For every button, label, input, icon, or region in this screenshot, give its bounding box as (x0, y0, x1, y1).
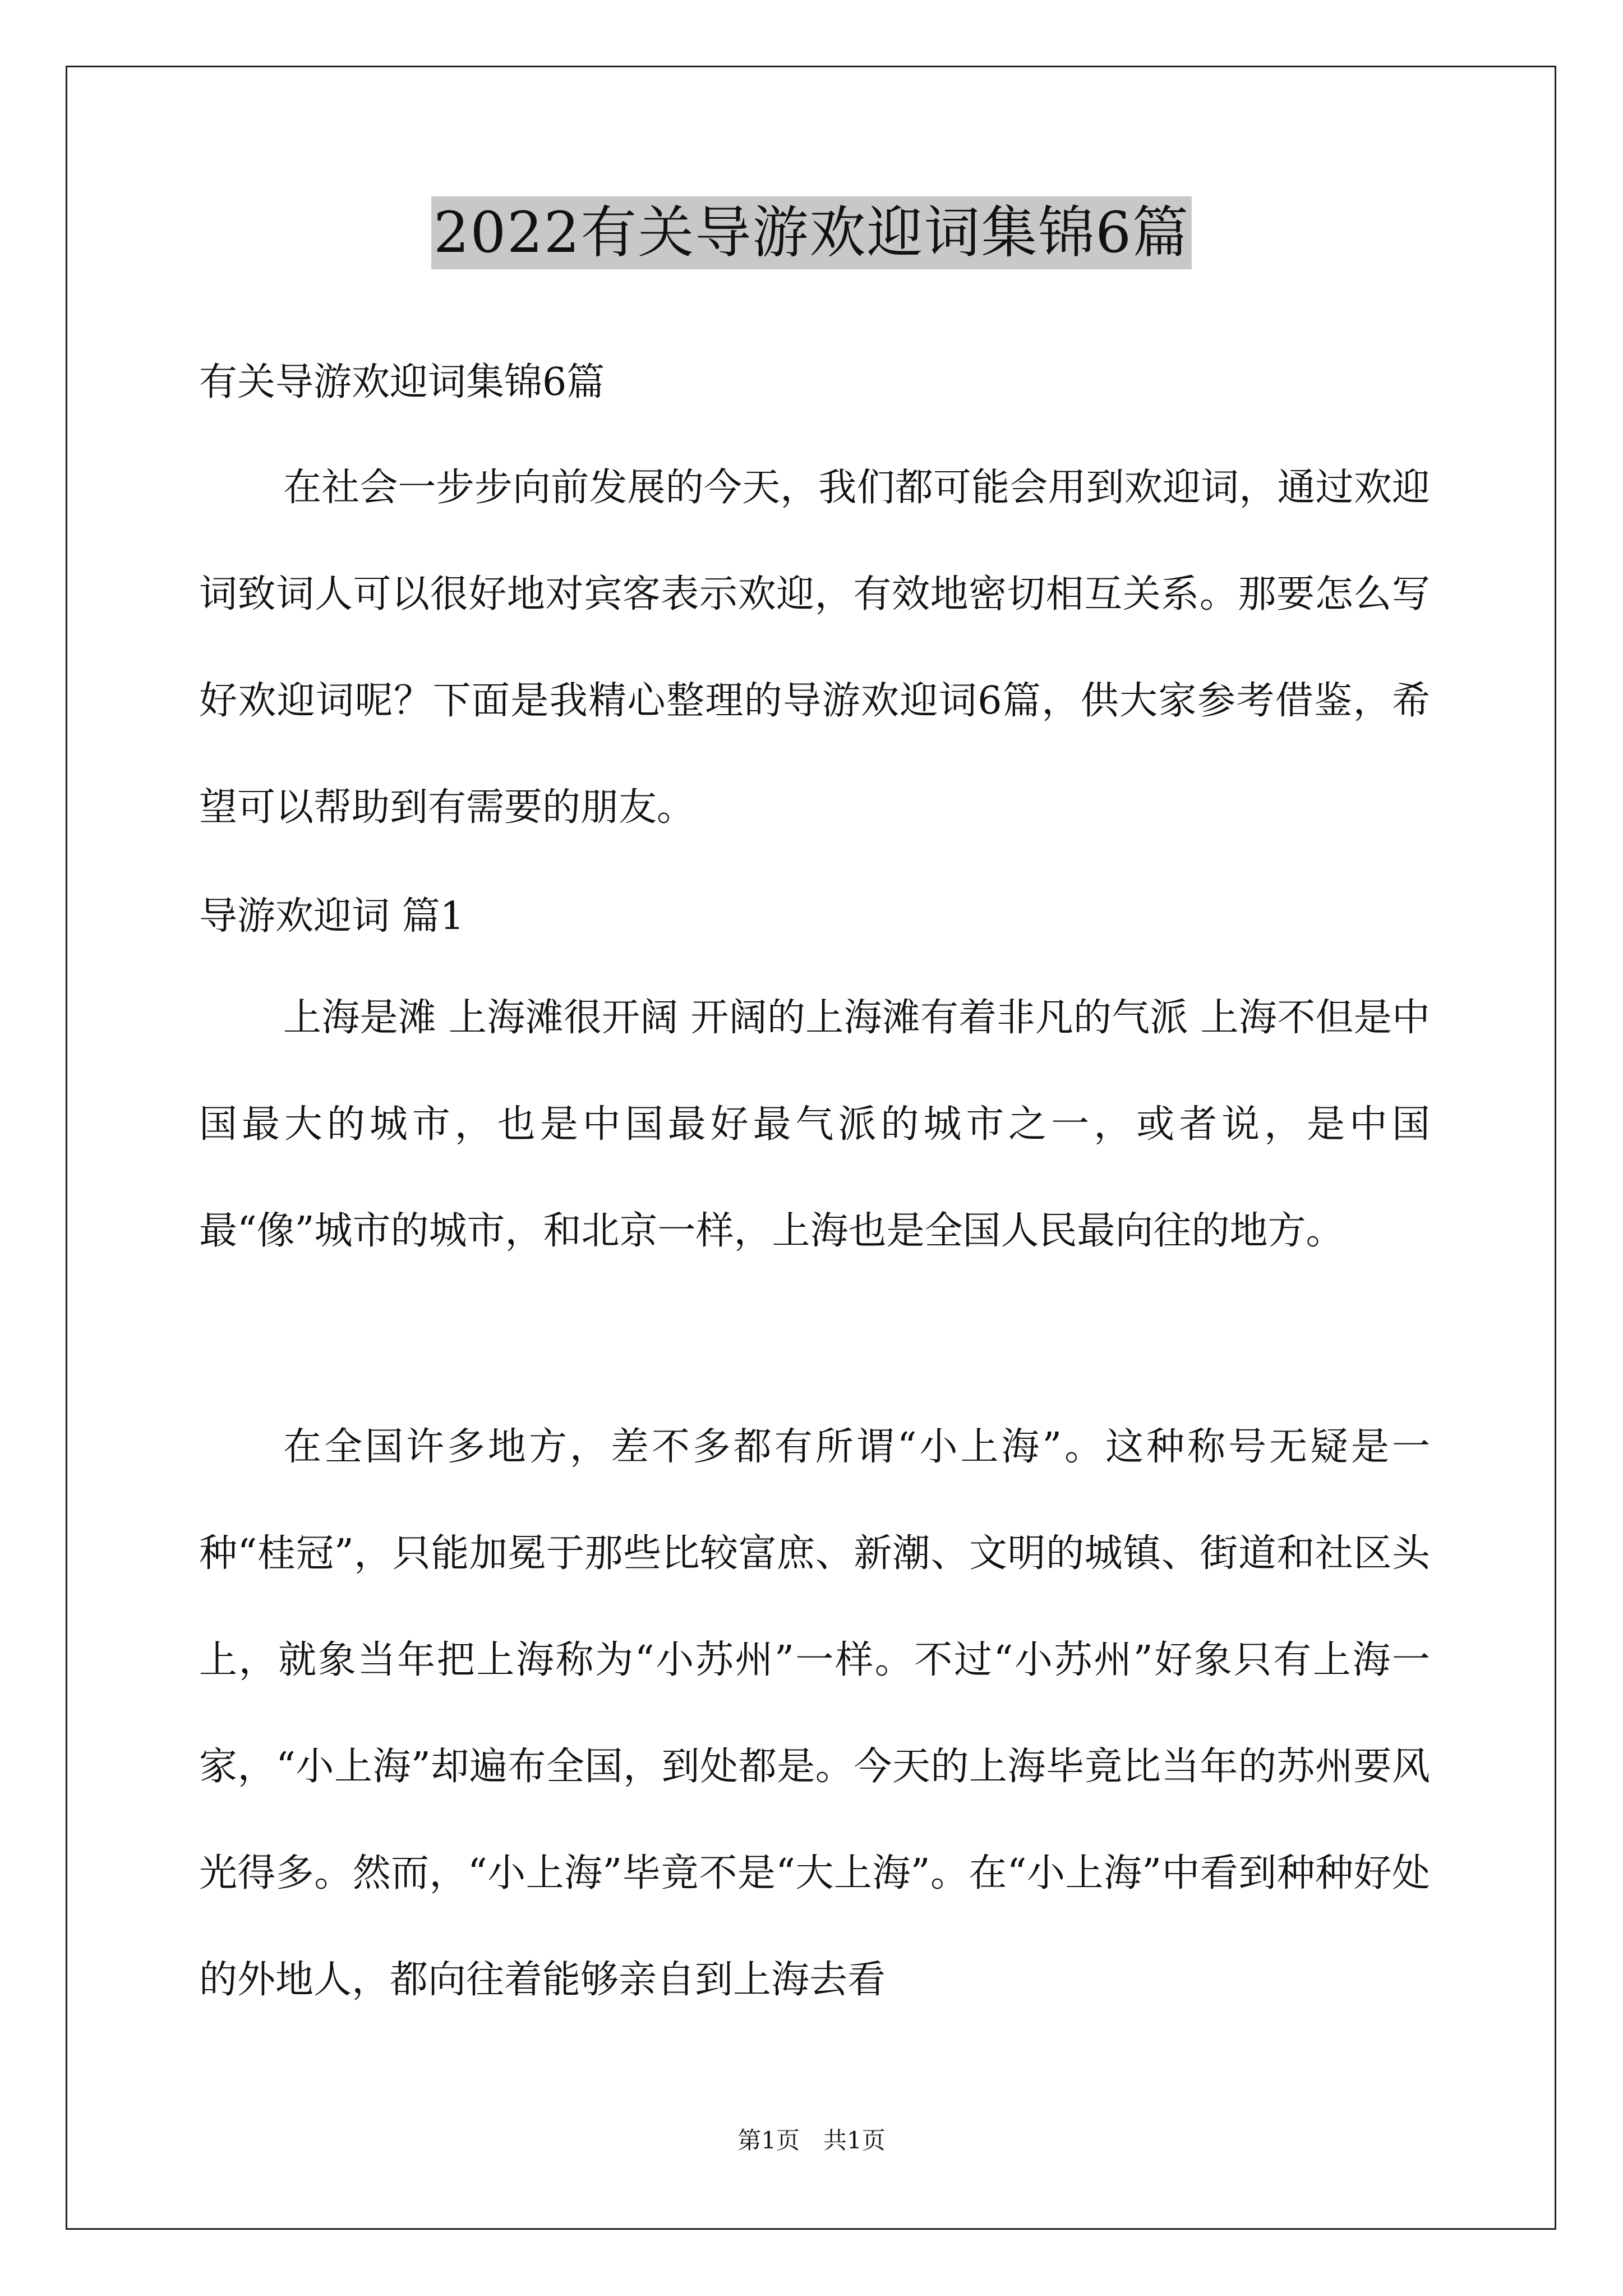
title-container (0, 196, 1623, 269)
body-paragraph-1: 上海是滩 上海滩很开阔 开阔的上海滩有着非凡的气派 上海不但是中国最大的城市，也是中国最好最气派的城市之一，或者说，是中国最“像”城市的城市，和北京一样，上海也是全国人民最向往的地方。 (199, 996, 1430, 1253)
document-subtitle: 有关导游欢迎词集锦6篇 (199, 360, 605, 404)
intro-paragraph: 在社会一步步向前发展的今天，我们都可能会用到欢迎词，通过欢迎词致词人可以很好地对宾客表示欢迎，有效地密切相互关系。那要怎么写好欢迎词呢？下面是我精心整理的导游欢迎词6篇，供大家参考借鉴，希望可以帮助到有需要的朋友。 (199, 466, 1430, 830)
page-footer: 第1页 共1页 (737, 2127, 886, 2154)
document-title: 2022有关导游欢迎词集锦6篇 (431, 196, 1192, 269)
section-heading: 导游欢迎词 篇1 (199, 894, 464, 938)
body-paragraph-2: 在全国许多地方，差不多都有所谓“小上海”。这种称号无疑是一种“桂冠”，只能加冕于那些比较富庶、新潮、文明的城镇、街道和社区头上，就象当年把上海称为“小苏州”一样。不过“小苏州”好象只有上海一家，“小上海”却遍布全国，到处都是。今天的上海毕竟比当年的苏州要风光得多。然而，“小上海”毕竟不是“大上海”。在“小上海”中看到种种好处的外地人，都向往着能够亲自到上海去看 (199, 1425, 1430, 2002)
